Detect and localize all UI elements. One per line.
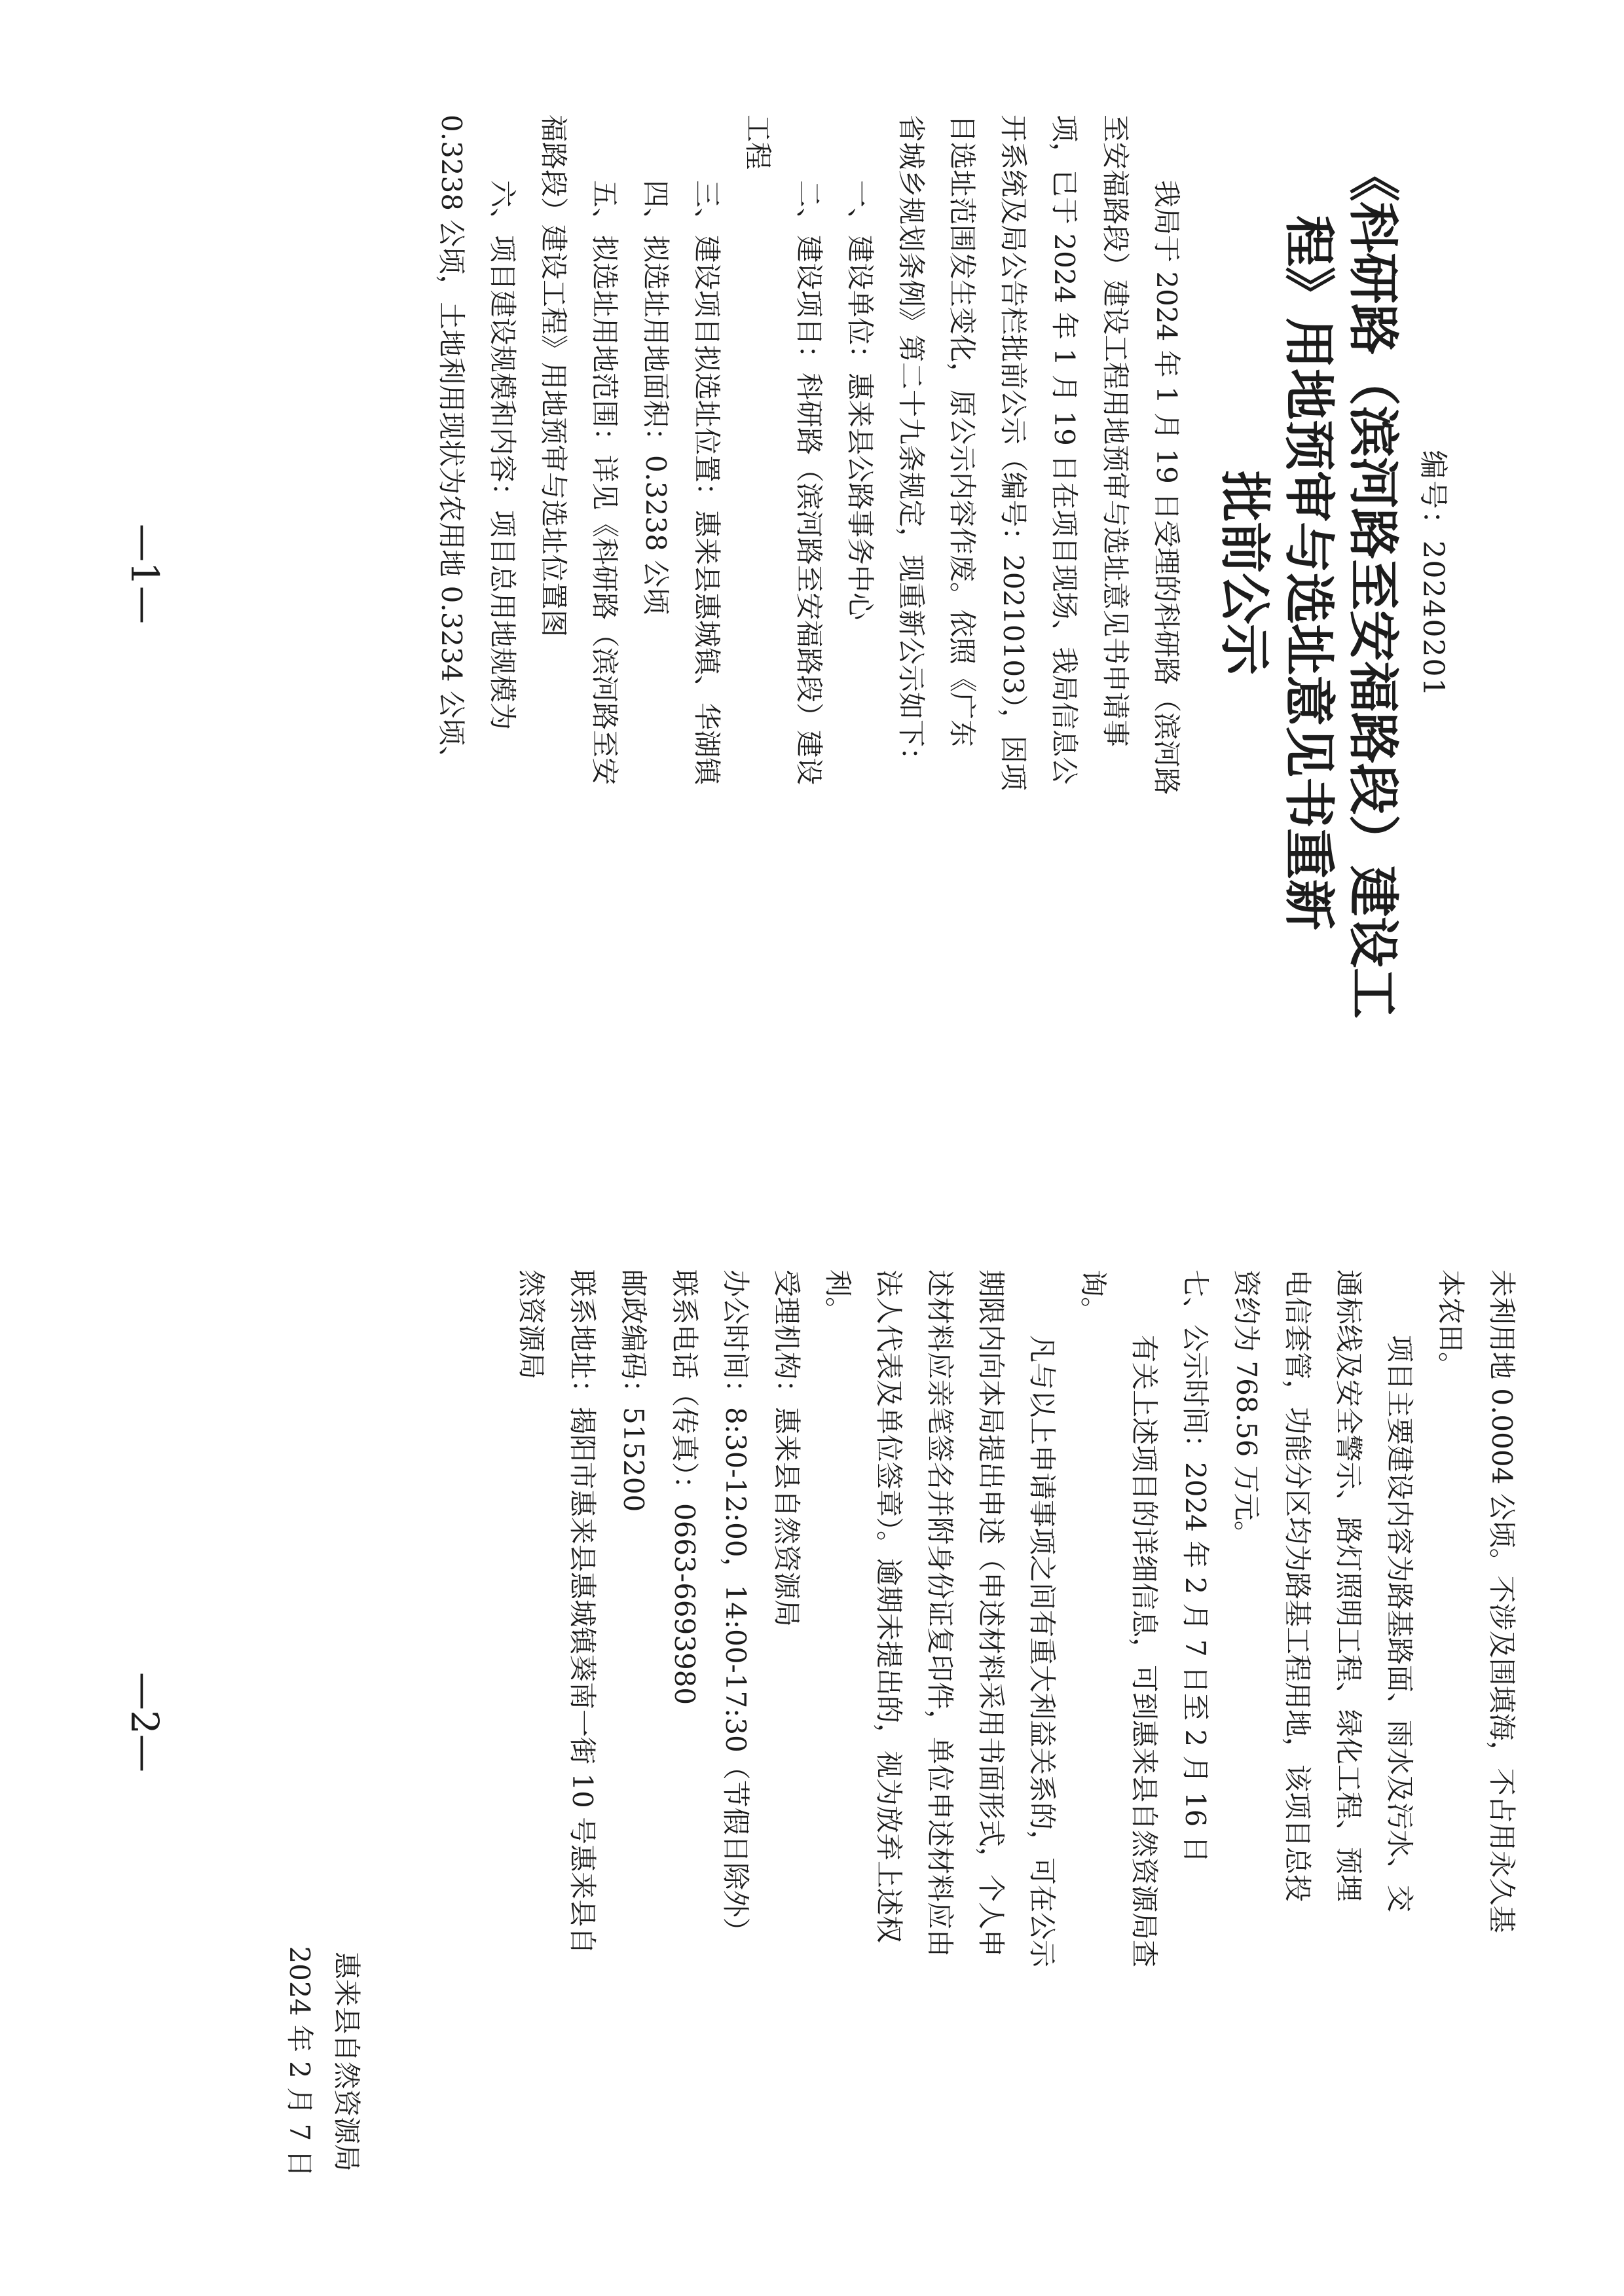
body-line: 二、建设项目：科研路（滨河路至安福路段）建设 bbox=[793, 180, 825, 786]
body-line: 法人代表及单位签章）。逾期未提出的，视为放弃上述权 bbox=[873, 1269, 905, 1944]
page-number: —1— bbox=[122, 524, 167, 624]
body-line: 0.3238 公顷，土地利用现状为农用地 0.3234 公顷、 bbox=[435, 115, 468, 773]
signing-authority: 惠来县自然资源局 bbox=[331, 1951, 363, 2172]
body-line: 然资源局 bbox=[515, 1269, 547, 1380]
body-line: 利。 bbox=[822, 1269, 854, 1325]
body-line: 联系地址：揭阳市惠来县惠城镇葵南一街 10 号惠来县自 bbox=[566, 1269, 599, 1955]
body-line: 联系电话（传真）：0663-6693980 bbox=[669, 1269, 701, 1705]
title-line: 程》用地预审与选址意见书重新 bbox=[1279, 215, 1338, 930]
page-2-body bbox=[506, 1269, 1527, 2206]
body-line: 项，已于 2024 年 1 月 19 日在项目现场、我局信息公 bbox=[1048, 115, 1080, 785]
body-line: 项目主要建设内容为路基路面、雨水及污水、交 bbox=[1384, 1335, 1416, 1913]
body-line: 办公时间：8:30-12:00，14:00-17:30（节假日除外） bbox=[720, 1269, 752, 1945]
body-line: 电信套管，功能分区均为路基工程用地，该项目总投 bbox=[1282, 1269, 1314, 1903]
document-number: 编号：20240201 bbox=[1416, 450, 1450, 698]
body-line: 未利用地 0.0004 公顷。不涉及围填海，不占用永久基 bbox=[1486, 1269, 1518, 1933]
body-line: 三、建设项目拟选址位置：惠来县惠城镇、华湖镇 bbox=[691, 180, 723, 786]
body-line: 本农田。 bbox=[1435, 1269, 1467, 1380]
body-line: 资约为 768.56 万元。 bbox=[1230, 1269, 1263, 1548]
body-line: 目选址范围发生变化，原公示内容作废。依照《广东 bbox=[946, 115, 978, 748]
body-line: 省城乡规划条例》第二十九条规定，现重新公示如下： bbox=[895, 115, 927, 775]
body-line: 通标线及安全警示、路灯照明工程、绿化工程、预埋 bbox=[1333, 1269, 1365, 1903]
body-line: 六、项目建设规模和内容：项目总用地规模为 bbox=[487, 180, 519, 731]
body-line: 七、公示时间：2024 年 2 月 7 日至 2 月 16 日 bbox=[1179, 1269, 1211, 1863]
body-line: 期限内向本局提出申述（申述材料采用书面形式，个人申 bbox=[975, 1269, 1007, 1958]
body-line: 工程 bbox=[742, 115, 774, 170]
body-line: 述材料应亲笔签名并附身份证复印件，单位申述材料应由 bbox=[924, 1269, 956, 1958]
body-line: 凡与以上申请事项之间有重大利益关系的，可在公示 bbox=[1026, 1335, 1058, 1968]
signature-block bbox=[276, 1924, 370, 2199]
body-line: 邮政编码：515200 bbox=[618, 1269, 650, 1512]
signing-date: 2024 年 2 月 7 日 bbox=[284, 1946, 316, 2178]
page-1-body bbox=[426, 115, 1192, 1051]
body-line: 受理机构：惠来县自然资源局 bbox=[771, 1269, 803, 1628]
body-line: 至安福路段）建设工程用地预审与选址意见书申请事 bbox=[1099, 115, 1132, 748]
body-line: 开系统及局公告栏批前公示（编号：20210103），因项 bbox=[997, 115, 1029, 791]
document-title bbox=[1212, 151, 1405, 1019]
body-line: 五、拟选址用地范围：详见《科研路（滨河路至安 bbox=[589, 180, 621, 786]
body-line: 询。 bbox=[1077, 1269, 1109, 1325]
page-number: —2— bbox=[122, 1672, 167, 1772]
title-line: 批前公示 bbox=[1215, 470, 1274, 675]
body-line: 我局于 2024 年 1 月 19 日受理的科研路（滨河路 bbox=[1151, 180, 1183, 795]
body-line: 一、建设单位：惠来县公路事务中心 bbox=[844, 180, 876, 621]
title-line: 《科研路（滨河路至安福路段）建设工 bbox=[1343, 151, 1403, 1019]
body-line: 福路段）建设工程》用地预审与选址位置图 bbox=[538, 115, 570, 638]
page-2 bbox=[0, 1148, 1624, 2296]
body-line: 有关上述项目的详细信息，可到惠来县自然资源局查 bbox=[1128, 1335, 1160, 1968]
body-line: 四、拟选址用地面积：0.3238 公顷 bbox=[640, 180, 672, 615]
